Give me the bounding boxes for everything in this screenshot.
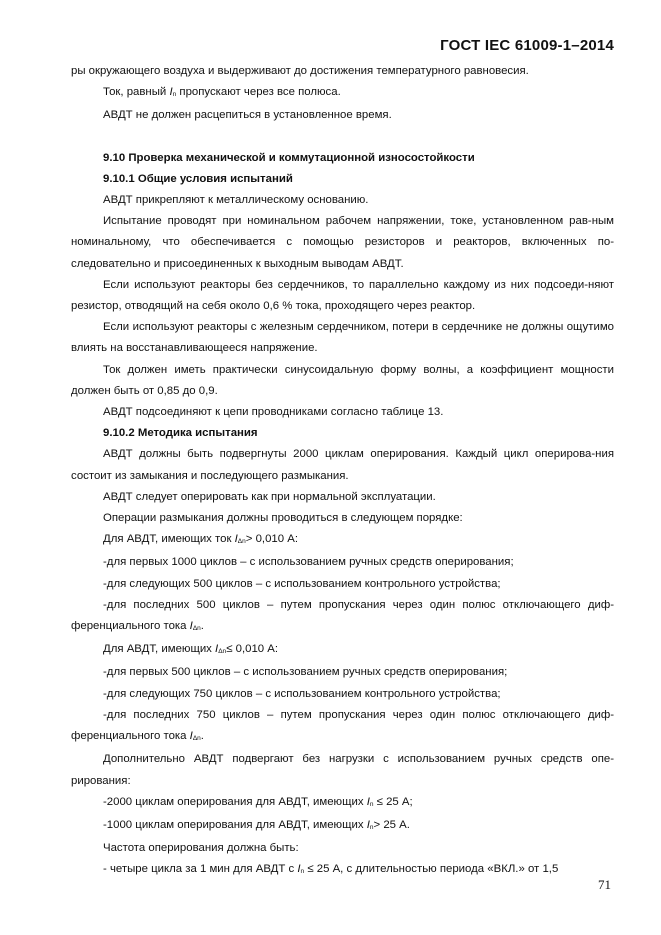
list-item: - четыре цикла за 1 мин для АВДТ с In ≤ 25 А, с длительностью периода «ВКЛ.» от 1,5 [103, 863, 559, 876]
list-item: -для последних 500 циклов – путем пропускания через один полюс отключающего диф-ференциального тока IΔn. [71, 598, 614, 633]
paragraph: АВДТ подсоединяют к цепи проводниками согласно таблице 13. [103, 406, 444, 419]
current-symbol: In [297, 863, 305, 876]
current-symbol: IΔn [234, 533, 246, 546]
current-symbol: IΔn [189, 730, 201, 743]
list-item: -1000 циклам оперирования для АВДТ, имеющих In> 25 А. [103, 818, 410, 831]
list-item: -2000 циклам оперирования для АВДТ, имеющих In ≤ 25 А; [103, 795, 413, 808]
paragraph: Дополнительно АВДТ подвергают без нагрузки с использованием ручных средств опе-рирования: [71, 753, 614, 787]
list-item: -для следующих 750 циклов – с использованием контрольного устройства; [103, 687, 501, 700]
paragraph: АВДТ следует оперировать как при нормальной эксплуатации. [103, 490, 436, 503]
paragraph: АВДТ должны быть подвергнуты 2000 циклам оперирования. Каждый цикл оперирова-ния состоит из замыкания и последующего размыкания. [71, 448, 614, 482]
paragraph: Для АВДТ, имеющих ток IΔn> 0,010 А: [103, 533, 299, 546]
paragraph: Если используют реакторы без сердечников, то параллельно каждому из них подсоеди-няют резистор, отводящий на себя около 0,6 % тока, проходящего через реактор. [71, 278, 614, 313]
paragraph: АВДТ прикрепляют к металлическому основанию. [103, 194, 369, 207]
paragraph: Испытание проводят при номинальном рабочем напряжении, токе, установленном рав-ным номинальному, что обеспечивается с помощью резисторов и реакторов, включенных по-следовательно и присоединенных к выходным выводам АВДТ. [71, 215, 614, 270]
current-symbol: In [366, 818, 374, 831]
current-symbol: In [169, 86, 177, 99]
paragraph: Если используют реакторы с железным сердечником, потери в сердечнике не должны ощутимо влиять на восстанавливающееся напряжение. [71, 321, 614, 355]
list-item: -для первых 1000 циклов – с использованием ручных средств оперирования; [103, 556, 514, 569]
list-item: -для первых 500 циклов – с использованием ручных средств оперирования; [103, 666, 508, 679]
paragraph: Для АВДТ, имеющих IΔn≤ 0,010 А: [103, 643, 279, 656]
current-symbol: IΔn [189, 620, 201, 633]
paragraph: Операции размыкания должны проводиться в следующем порядке: [103, 512, 463, 525]
list-item: -для последних 750 циклов – путем пропускания через один полюс отключающего диф-ференциального тока IΔn. [71, 708, 614, 743]
subsection-heading: 9.10.1 Общие условия испытаний [103, 172, 293, 185]
paragraph: ры окружающего воздуха и выдерживают до достижения температурного равновесия. [71, 65, 529, 77]
section-heading: 9.10 Проверка механической и коммутационной износостойкости [103, 151, 475, 164]
paragraph: Ток должен иметь практически синусоидальную форму волны, а коэффициент мощности должен быть от 0,85 до 0,9. [71, 363, 614, 397]
paragraph: Частота оперирования должна быть: [103, 842, 299, 855]
document-header: ГОСТ IEC 61009-1–2014 [440, 37, 614, 54]
current-symbol: In [366, 795, 374, 808]
paragraph: Ток, равный In пропускают через все полюса. [103, 86, 341, 99]
page-body [71, 61, 614, 883]
page-number: 71 [598, 877, 611, 892]
paragraph: АВДТ не должен расцепиться в установленное время. [103, 109, 392, 122]
subsection-heading: 9.10.2 Методика испытания [103, 427, 258, 440]
list-item: -для следующих 500 циклов – с использованием контрольного устройства; [103, 577, 501, 590]
current-symbol: IΔn [215, 643, 227, 656]
